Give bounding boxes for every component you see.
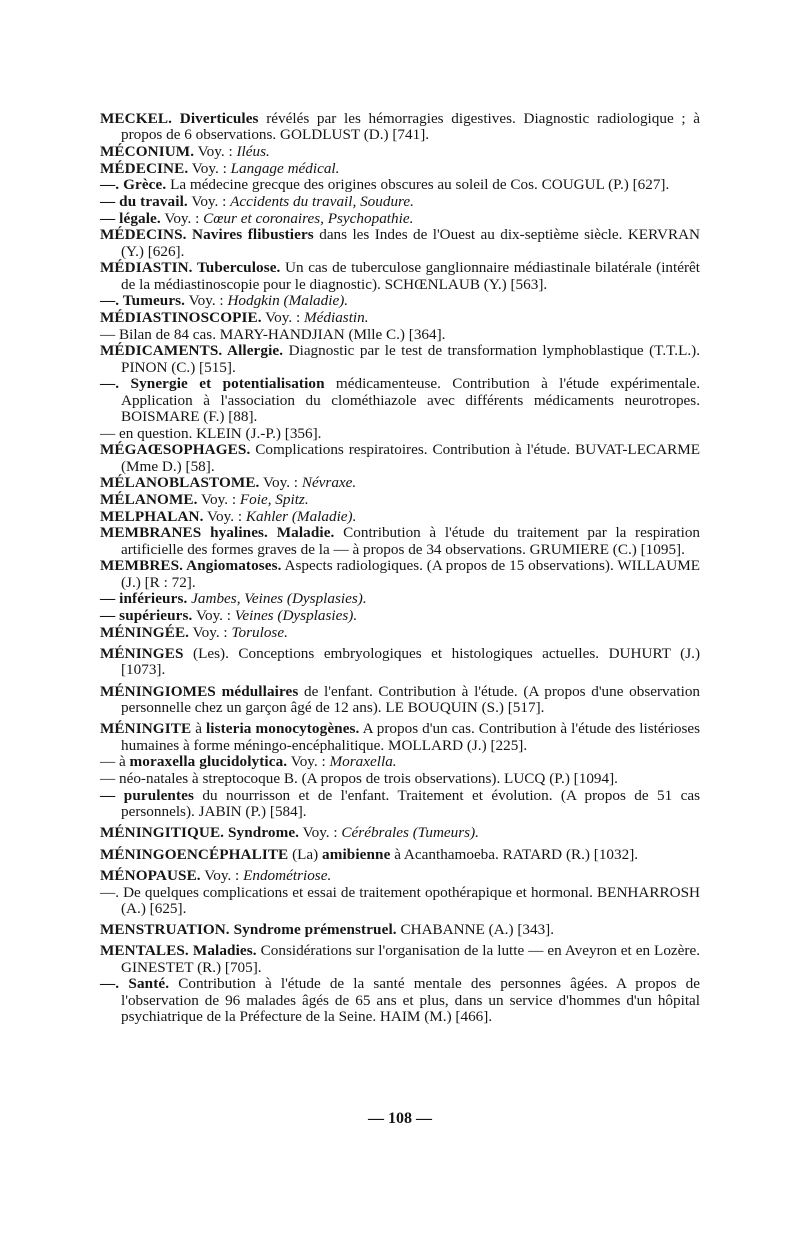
- index-entry: [100, 608, 700, 624]
- entry-heading: MENTALES. Maladies.: [100, 942, 257, 960]
- entry-text: Voy. :: [201, 491, 240, 509]
- entry-text: —. De quelques complications et essai de traitement opothérapique et hormonal. BENHARROSH (A.) [625].: [100, 883, 700, 917]
- index-entry: [100, 847, 700, 863]
- entry-text: Voy. :: [265, 309, 304, 327]
- index-entry: [100, 426, 700, 442]
- entry-heading: MÉNINGITIQUE. Syndrome.: [100, 824, 300, 842]
- index-entry: [100, 343, 700, 376]
- entry-heading: moraxella glucidolytica.: [129, 753, 288, 771]
- entry-text: — à: [100, 753, 130, 771]
- entry-reference: Médiastin.: [303, 309, 369, 327]
- entry-text: Aspects radiologiques. (A propos de 15 observations). WILLAUME (J.) [R : 72].: [121, 557, 700, 591]
- entry-text: à: [195, 720, 206, 738]
- index-entry: [100, 376, 700, 425]
- entry-heading: listeria monocytogènes.: [205, 720, 360, 738]
- entry-text: Voy. :: [290, 753, 330, 771]
- index-entry: [100, 211, 700, 227]
- entry-heading: — supérieurs.: [100, 607, 193, 625]
- entry-text: Considérations sur l'organisation de la lutte — en Aveyron et en Lozère. GINESTET (R.) [705].: [121, 942, 701, 976]
- entry-reference: Kahler (Maladie).: [245, 507, 357, 525]
- entry-heading: MÉGAŒSOPHAGES.: [100, 441, 251, 459]
- entry-reference: Endométriose.: [243, 866, 332, 884]
- index-entry: [100, 976, 700, 1025]
- entry-text: (La): [292, 845, 323, 863]
- entry-heading: MECKEL. Diverticules: [100, 110, 259, 127]
- entry-reference: Hodgkin (Maladie).: [227, 292, 349, 310]
- entry-heading: MÉNINGITE: [100, 720, 192, 738]
- entry-text: Voy. :: [164, 209, 204, 227]
- entry-heading: amibienne: [322, 845, 391, 863]
- entry-text: Un cas de tuberculose ganglionnaire médiastinale bilatérale (intérêt de la médiastinoscopie pour le diagnostic). SCHŒNLAUB (Y.) [563].: [121, 259, 700, 293]
- entry-heading: MÉNINGES: [100, 645, 184, 663]
- index-entry: [100, 868, 700, 884]
- entry-heading: —. Synergie et potentialisation: [100, 375, 325, 393]
- entry-text: du nourrisson et de l'enfant. Traitement et évolution. (A propos de 51 cas personnels). JABIN (P.) [584].: [121, 786, 701, 820]
- index-entry: [100, 625, 700, 641]
- index-entry: [100, 144, 700, 160]
- entry-heading: MÉDECINE.: [100, 159, 189, 177]
- entry-reference: Langage médical.: [230, 159, 340, 177]
- entry-text: Voy. :: [302, 824, 342, 842]
- entry-text: A propos d'un cas. Contribution à l'étude des listérioses humaines à forme méningo-encéphalitique. MOLLARD (J.) [225].: [121, 720, 701, 754]
- entry-heading: MÉNINGÉE.: [100, 623, 190, 641]
- index-entry: [100, 442, 700, 475]
- index-entry: [100, 161, 700, 177]
- index-entry: [100, 591, 700, 607]
- entry-heading: MEMBRES. Angiomatoses.: [100, 557, 282, 575]
- entry-reference: Iléus.: [236, 142, 270, 160]
- entry-heading: MÉLANOBLASTOME.: [100, 474, 260, 492]
- entry-reference: Cœur et coronaires, Psychopathie.: [203, 209, 414, 227]
- index-entry: [100, 684, 700, 717]
- index-entry: [100, 558, 700, 591]
- index-entry: [100, 293, 700, 309]
- index-entry: [100, 260, 700, 293]
- index-entry: [100, 310, 700, 326]
- entry-text: dans les Indes de l'Ouest au dix-septième siècle. KERVRAN (Y.) [626].: [121, 226, 701, 260]
- entry-text: (Les). Conceptions embryologiques et histologiques actuelles. DUHURT (J.) [1073].: [121, 645, 701, 679]
- entry-heading: MÉDIASTINOSCOPIE.: [100, 309, 262, 327]
- index-entry: [100, 525, 700, 558]
- index-entry: [100, 509, 700, 525]
- entry-text: Voy. :: [195, 607, 235, 625]
- entry-reference: Moraxella.: [329, 753, 397, 771]
- entry-text: — néo-natales à streptocoque B. (A propos de trois observations). LUCQ (P.) [1094].: [100, 769, 618, 787]
- index-entry: [100, 177, 700, 193]
- index-entry: [100, 885, 700, 918]
- entry-heading: —. Tumeurs.: [100, 292, 186, 310]
- entry-heading: —. Santé.: [100, 975, 170, 993]
- index-entry: [100, 646, 700, 679]
- index-entry: [100, 771, 700, 787]
- entry-heading: MÉNOPAUSE.: [100, 866, 201, 884]
- entry-reference: Veines (Dysplasies).: [234, 607, 358, 625]
- index-entry: [100, 788, 700, 821]
- entry-text: CHABANNE (A.) [343].: [400, 921, 555, 939]
- index-entry: [100, 754, 700, 770]
- entry-heading: — purulentes: [100, 786, 194, 804]
- entry-text: médicamenteuse. Contribution à l'étude expérimentale. Application à l'association du clométhiazole avec différents médicaments neurotropes. BOISMARE (F.) [88].: [121, 375, 701, 426]
- entry-text: à Acanthamoeba. RATARD (R.) [1032].: [394, 845, 639, 863]
- entry-text: révélés par les hémorragies digestives. Diagnostic radiologique ; à propos de 6 observations. GOLDLUST (D.) [741].: [121, 110, 701, 144]
- entry-text: Voy. :: [192, 623, 232, 641]
- entry-heading: —. Grèce.: [100, 176, 167, 194]
- entry-reference: Foie, Spitz.: [239, 491, 309, 509]
- entry-text: Contribution à l'étude de la santé mentale des personnes âgées. A propos de l'observation de 96 malades âgés de 65 ans et plus, dans un service d'hommes d'un hôpital psychiatrique de la Préfecture de la Seine. HAIM (M.) [466].: [121, 975, 701, 1025]
- entry-heading: MENSTRUATION. Syndrome prémenstruel.: [100, 921, 397, 939]
- page-number: — 108 —: [368, 1110, 432, 1127]
- entry-heading: MÉNINGIOMES médullaires: [100, 682, 299, 700]
- entry-reference: Accidents du travail, Soudure.: [230, 193, 414, 211]
- index-entry: [100, 327, 700, 343]
- entry-text: Contribution à l'étude du traitement par la respiration artificielle des formes graves de la — à propos de 34 observations. GRUMIERE (C.) [1095].: [121, 524, 701, 558]
- entry-text: Voy. :: [191, 159, 231, 177]
- entry-heading: MEMBRANES hyalines. Maladie.: [100, 524, 335, 542]
- entry-heading: MÉNINGOENCÉPHALITE: [100, 845, 289, 863]
- entry-heading: MÉLANOME.: [100, 491, 198, 509]
- entry-text: — Bilan de 84 cas. MARY-HANDJIAN (Mlle C.) [364].: [100, 325, 446, 343]
- entry-heading: MÉDIASTIN. Tuberculose.: [100, 259, 281, 277]
- index-entry: [100, 943, 700, 976]
- index-entry: [100, 492, 700, 508]
- index-entry: [100, 111, 700, 144]
- entry-text: La médecine grecque des origines obscures au soleil de Cos. COUGUL (P.) [627].: [170, 176, 670, 194]
- index-entry: [100, 922, 700, 938]
- index-page: [100, 111, 700, 1026]
- entry-text: Complications respiratoires. Contribution à l'étude. BUVAT-LECARME (Mme D.) [58].: [121, 441, 700, 475]
- entry-reference: Névraxe.: [301, 474, 357, 492]
- entry-text: Voy. :: [262, 474, 302, 492]
- entry-reference: Jambes, Veines (Dysplasies).: [191, 590, 367, 608]
- entry-heading: MÉDECINS. Navires flibustiers: [100, 226, 314, 244]
- index-entry: [100, 475, 700, 491]
- entry-text: Diagnostic par le test de transformation lymphoblastique (T.T.L.). PINON (C.) [515].: [121, 342, 701, 376]
- entry-text: Voy. :: [204, 866, 244, 884]
- entry-heading: MELPHALAN.: [100, 507, 204, 525]
- entry-heading: — du travail.: [100, 193, 188, 211]
- entry-reference: Cérébrales (Tumeurs).: [341, 824, 479, 842]
- entry-text: Voy. :: [207, 507, 246, 525]
- entry-text: Voy. :: [197, 142, 237, 160]
- entry-text: — en question. KLEIN (J.-P.) [356].: [100, 424, 322, 442]
- index-entry: [100, 194, 700, 210]
- entry-text: Voy. :: [191, 193, 231, 211]
- entry-heading: MÉCONIUM.: [100, 142, 195, 160]
- entry-heading: MÉDICAMENTS. Allergie.: [100, 342, 284, 360]
- index-entry: [100, 721, 700, 754]
- entry-reference: Torulose.: [231, 623, 288, 641]
- index-entry: [100, 825, 700, 841]
- entry-text: Voy. :: [188, 292, 228, 310]
- entry-text: de l'enfant. Contribution à l'étude. (A propos d'une observation personnelle chez un garçon âgé de 12 ans). LE BOUQUIN (S.) [517].: [121, 682, 701, 716]
- entry-heading: — inférieurs.: [100, 590, 188, 608]
- entry-heading: — légale.: [100, 209, 161, 227]
- index-entry: [100, 227, 700, 260]
